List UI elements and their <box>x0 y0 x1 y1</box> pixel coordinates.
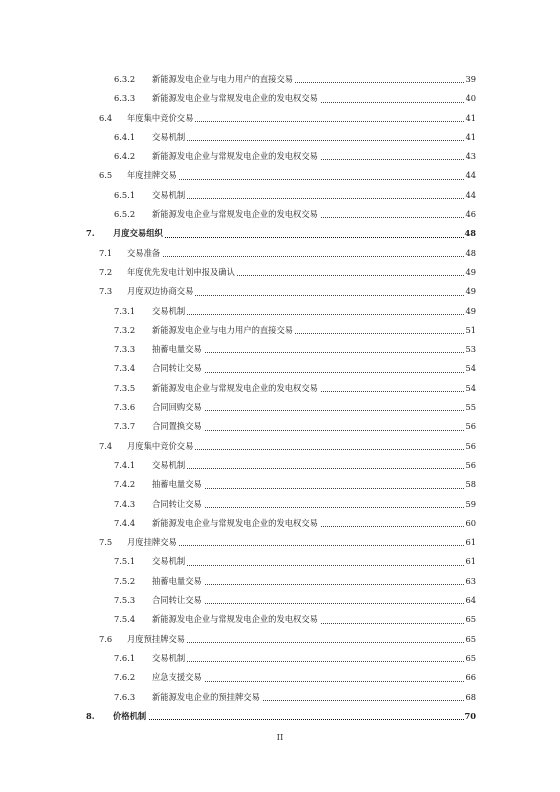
toc-entry-title: 月度交易组织 <box>113 228 163 239</box>
toc-entry[interactable] <box>0 550 560 569</box>
toc-entry-title: 合同转让交易 <box>152 595 202 606</box>
toc-entry-number: 7. <box>86 228 95 239</box>
toc-entry-page: 65 <box>465 633 476 644</box>
toc-dot-leader <box>152 140 464 141</box>
toc-entry-title: 年度挂牌交易 <box>127 170 177 181</box>
toc-entry-title: 新能源发电企业与常规发电企业的发电权交易 <box>152 151 318 162</box>
toc-entry-page: 40 <box>465 93 476 104</box>
toc-entry[interactable] <box>0 68 560 87</box>
toc-entry-number: 6.3.2 <box>114 74 136 84</box>
toc-entry[interactable] <box>0 570 560 589</box>
toc-dot-leader <box>152 198 464 199</box>
toc-entry-number: 7.4.4 <box>114 517 136 528</box>
table-of-contents <box>0 68 560 724</box>
toc-entry-title: 抽蓄电量交易 <box>152 344 202 355</box>
toc-entry[interactable] <box>0 184 560 203</box>
toc-entry-title: 交易机制 <box>152 131 186 142</box>
toc-entry-title: 新能源发电企业与常规发电企业的发电权交易 <box>152 614 318 625</box>
toc-entry-title: 合同置换交易 <box>152 421 202 432</box>
toc-dot-leader <box>113 719 464 720</box>
toc-entry[interactable] <box>0 608 560 627</box>
toc-entry[interactable] <box>0 396 560 415</box>
toc-entry[interactable] <box>0 357 560 376</box>
toc-entry-number: 6.5 <box>99 170 113 181</box>
toc-entry-number: 6.4.1 <box>114 131 136 142</box>
toc-entry-title: 交易机制 <box>152 652 186 663</box>
toc-entry-number: 6.5.1 <box>114 189 136 200</box>
toc-entry-page: 53 <box>465 344 476 355</box>
toc-entry-number: 7.5.3 <box>114 595 136 606</box>
toc-entry-title: 月度双边协商交易 <box>127 286 194 297</box>
toc-entry[interactable] <box>0 666 560 685</box>
toc-entry-number: 7.5.1 <box>114 556 136 567</box>
toc-entry-title: 交易准备 <box>127 247 161 258</box>
toc-entry-page: 49 <box>465 266 476 277</box>
toc-entry-number: 7.4 <box>99 440 113 451</box>
toc-entry-page: 43 <box>465 151 476 162</box>
toc-entry-title: 新能源发电企业与电力用户的直接交易 <box>152 324 294 335</box>
toc-entry-title: 月度预挂牌交易 <box>127 633 186 644</box>
toc-dot-leader <box>152 314 464 315</box>
toc-entry-title: 新能源发电企业的预挂牌交易 <box>152 691 260 702</box>
toc-entry-title: 新能源发电企业与电力用户的直接交易 <box>152 74 294 84</box>
toc-entry-number: 7.3.7 <box>114 421 136 432</box>
toc-entry-title: 价格机制 <box>113 710 147 721</box>
toc-entry-number: 7.5.2 <box>114 575 136 586</box>
toc-entry[interactable] <box>0 107 560 126</box>
toc-entry-number: 7.1 <box>99 247 113 258</box>
toc-entry-title: 月度挂牌交易 <box>127 537 177 548</box>
toc-entry-page: 54 <box>465 363 476 374</box>
toc-entry-number: 7.3.5 <box>114 382 136 393</box>
toc-entry-title: 新能源发电企业与常规发电企业的发电权交易 <box>152 382 318 393</box>
toc-entry[interactable] <box>0 377 560 396</box>
toc-entry-title: 应急支援交易 <box>152 672 202 683</box>
toc-entry-title: 交易机制 <box>152 305 186 316</box>
toc-entry[interactable] <box>0 415 560 434</box>
toc-entry-number: 7.3.2 <box>114 324 136 335</box>
toc-entry-page: 60 <box>465 517 476 528</box>
toc-dot-leader <box>113 237 464 238</box>
toc-entry-page: 56 <box>465 459 476 470</box>
toc-entry-number: 7.3.6 <box>114 402 136 413</box>
toc-entry[interactable] <box>0 473 560 492</box>
toc-entry[interactable] <box>0 589 560 608</box>
toc-entry-number: 7.3 <box>99 286 113 297</box>
toc-entry[interactable] <box>0 164 560 183</box>
toc-dot-leader <box>152 565 464 566</box>
toc-entry-number: 7.3.4 <box>114 363 136 374</box>
toc-entry[interactable] <box>0 647 560 666</box>
toc-entry[interactable] <box>0 126 560 145</box>
toc-entry-page: 44 <box>465 170 476 181</box>
toc-entry[interactable] <box>0 628 560 647</box>
toc-entry-page: 41 <box>465 112 476 123</box>
toc-entry-page: 59 <box>465 498 476 509</box>
toc-entry[interactable] <box>0 512 560 531</box>
toc-entry-page: 66 <box>465 672 476 683</box>
toc-entry-page: 41 <box>465 131 476 142</box>
toc-entry[interactable] <box>0 242 560 261</box>
toc-entry-number: 7.3.1 <box>114 305 136 316</box>
toc-entry-title: 合同转让交易 <box>152 498 202 509</box>
toc-entry-number: 6.4.2 <box>114 151 136 162</box>
toc-entry[interactable] <box>0 300 560 319</box>
toc-entry-title: 合同转让交易 <box>152 363 202 374</box>
toc-entry-page: 39 <box>465 74 476 84</box>
toc-entry-number: 7.6 <box>99 633 113 644</box>
toc-dot-leader <box>152 661 464 662</box>
toc-entry[interactable] <box>0 454 560 473</box>
toc-dot-leader <box>127 256 464 257</box>
toc-entry-page: 68 <box>465 691 476 702</box>
toc-entry-page: 48 <box>465 247 476 258</box>
toc-entry[interactable] <box>0 531 560 550</box>
toc-entry-number: 7.6.2 <box>114 672 136 683</box>
toc-entry-number: 8. <box>86 710 95 721</box>
toc-entry[interactable] <box>0 145 560 164</box>
toc-entry[interactable] <box>0 338 560 357</box>
toc-entry-title: 新能源发电企业与常规发电企业的发电权交易 <box>152 93 318 104</box>
toc-entry-number: 7.4.3 <box>114 498 136 509</box>
toc-entry[interactable] <box>0 493 560 512</box>
toc-entry-page: 58 <box>465 479 476 490</box>
toc-entry-number: 7.2 <box>99 266 113 277</box>
toc-entry-page: 48 <box>464 228 476 239</box>
toc-entry-page: 51 <box>465 324 476 335</box>
toc-entry-page: 44 <box>465 189 476 200</box>
toc-entry-page: 64 <box>465 595 476 606</box>
toc-entry-number: 7.4.1 <box>114 459 136 470</box>
toc-entry-title: 交易机制 <box>152 556 186 567</box>
toc-entry-page: 61 <box>465 537 476 548</box>
page-number-footer: II <box>276 733 284 743</box>
toc-entry-title: 交易机制 <box>152 189 186 200</box>
toc-entry[interactable] <box>0 203 560 222</box>
toc-entry-title: 年度优先发电计划申报及确认 <box>127 266 235 277</box>
toc-entry-page: 49 <box>465 305 476 316</box>
toc-entry-page: 65 <box>465 614 476 625</box>
toc-dot-leader <box>152 468 464 469</box>
toc-entry-page: 61 <box>465 556 476 567</box>
toc-entry[interactable] <box>0 705 560 724</box>
toc-entry-page: 65 <box>465 652 476 663</box>
toc-entry-number: 7.5 <box>99 537 113 548</box>
toc-entry-title: 抽蓄电量交易 <box>152 479 202 490</box>
toc-entry-number: 7.4.2 <box>114 479 136 490</box>
toc-entry-page: 55 <box>465 402 476 413</box>
toc-entry[interactable] <box>0 87 560 106</box>
toc-entry-number: 7.5.4 <box>114 614 136 625</box>
toc-entry-page: 70 <box>464 710 476 721</box>
toc-entry[interactable] <box>0 261 560 280</box>
toc-entry[interactable] <box>0 222 560 241</box>
toc-entry-page: 49 <box>465 286 476 297</box>
toc-entry-title: 新能源发电企业与常规发电企业的发电权交易 <box>152 209 318 220</box>
toc-entry[interactable] <box>0 435 560 454</box>
toc-entry-title: 年度集中竞价交易 <box>127 112 194 123</box>
toc-entry-number: 6.5.2 <box>114 209 136 220</box>
toc-entry-number: 7.6.3 <box>114 691 136 702</box>
toc-entry-title: 月度集中竞价交易 <box>127 440 194 451</box>
toc-entry[interactable] <box>0 319 560 338</box>
toc-entry-page: 46 <box>465 209 476 220</box>
toc-entry-page: 56 <box>465 440 476 451</box>
toc-entry-number: 7.3.3 <box>114 344 136 355</box>
toc-entry-title: 交易机制 <box>152 459 186 470</box>
toc-entry-title: 抽蓄电量交易 <box>152 575 202 586</box>
toc-entry-title: 合同回购交易 <box>152 402 202 413</box>
toc-entry[interactable] <box>0 686 560 705</box>
toc-entry[interactable] <box>0 280 560 299</box>
toc-entry-number: 6.3.3 <box>114 93 136 104</box>
toc-entry-number: 6.4 <box>99 112 113 123</box>
toc-entry-number: 7.6.1 <box>114 652 136 663</box>
toc-entry-page: 63 <box>465 575 476 586</box>
toc-entry-page: 54 <box>465 382 476 393</box>
toc-entry-title: 新能源发电企业与常规发电企业的发电权交易 <box>152 517 318 528</box>
toc-entry-page: 56 <box>465 421 476 432</box>
